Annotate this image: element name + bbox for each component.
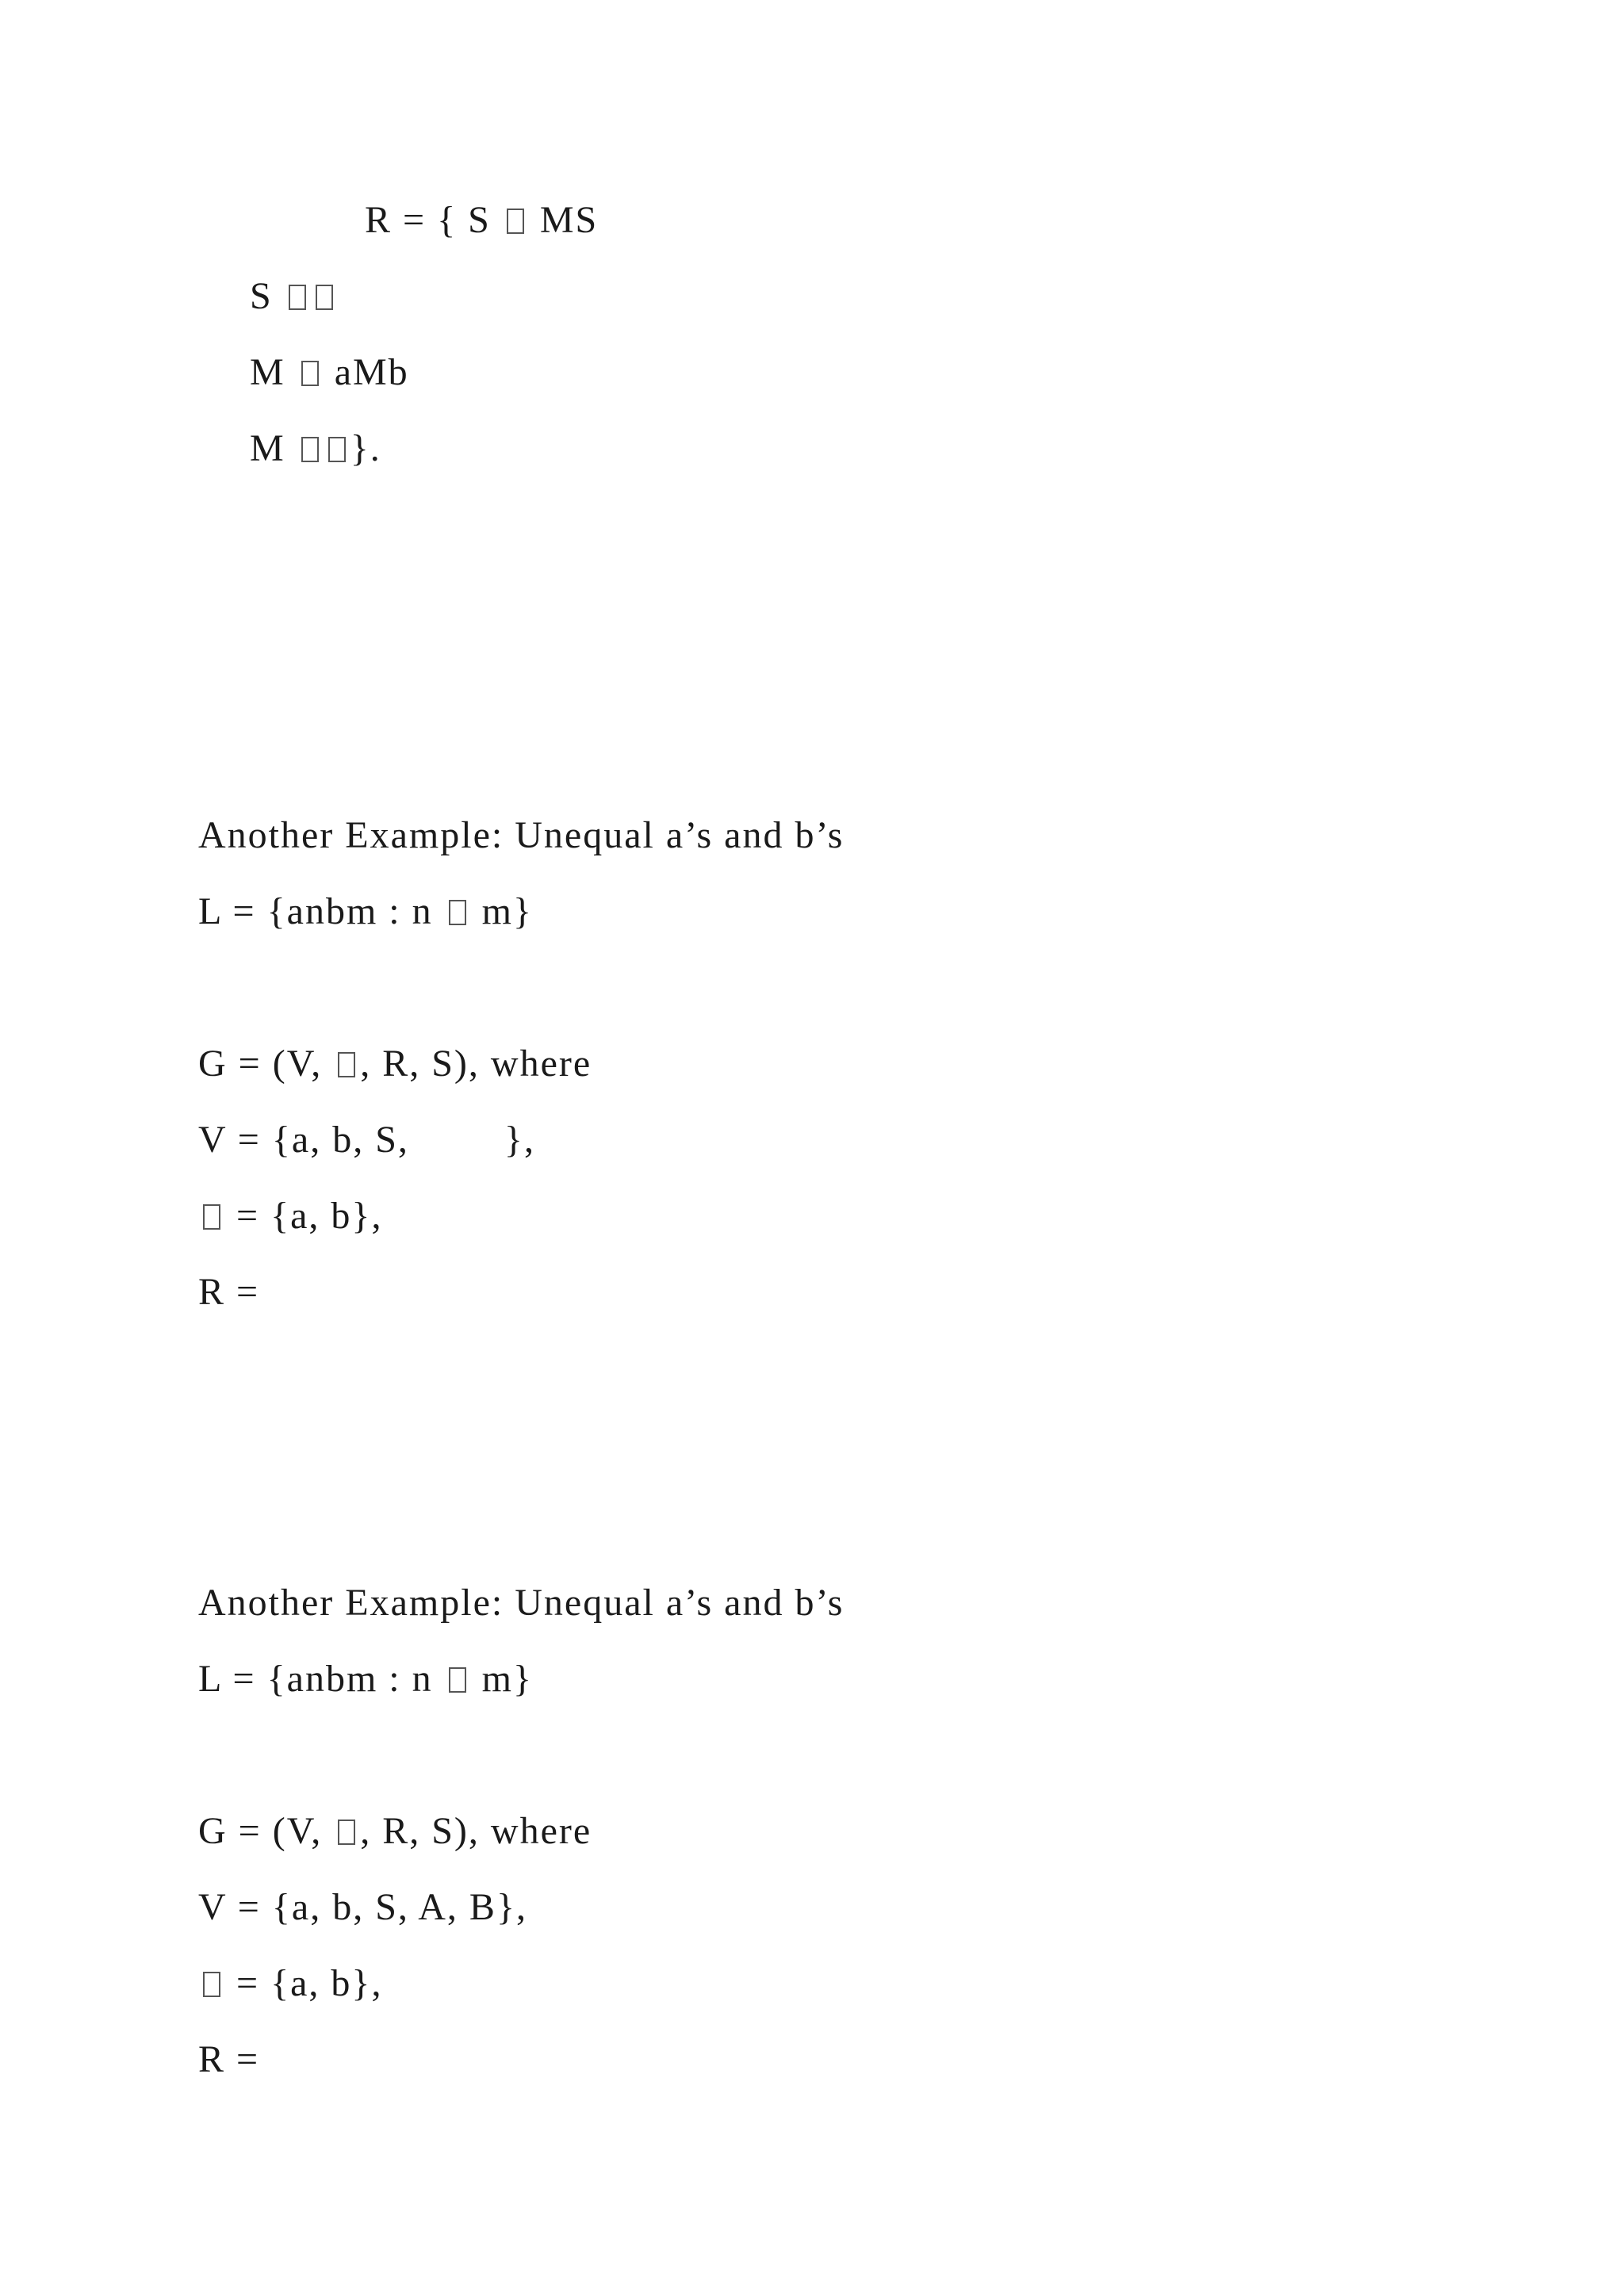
alphabet-definition: = {a, b},: [198, 1960, 382, 2007]
sigma-glyph-icon: [203, 1204, 220, 1230]
variables-definition: V = {a, b, S, },: [198, 1119, 535, 1161]
rule-s-ms: R = { S MS: [365, 199, 599, 241]
alphabet-definition: = {a, b},: [198, 1192, 382, 1240]
sigma-glyph-icon: [338, 1052, 355, 1077]
language-definition: L = {anbm : n m}: [198, 890, 533, 932]
sigma-glyph-icon: [203, 1972, 220, 1997]
example-heading: Another Example: Unequal a’s and b’s: [198, 1582, 845, 1624]
not-equal-glyph-icon: [449, 900, 466, 925]
rule-m-epsilon: M }.: [250, 427, 381, 469]
grammar-definition: G = (V, , R, S), where: [198, 1810, 592, 1852]
rule-s-epsilon: S: [250, 273, 338, 320]
arrow-glyph-icon: [301, 437, 319, 462]
not-equal-glyph-icon: [449, 1667, 466, 1693]
rule-m-amb: M aMb: [250, 351, 409, 393]
arrow-glyph-icon: [301, 361, 319, 386]
variables-definition: V = {a, b, S, A, B},: [198, 1886, 527, 1928]
arrow-glyph-icon: [507, 209, 524, 234]
epsilon-glyph-icon: [316, 285, 333, 310]
epsilon-glyph-icon: [328, 437, 346, 462]
rules-label: R =: [198, 1271, 260, 1313]
sigma-glyph-icon: [338, 1820, 355, 1845]
rules-label: R =: [198, 2038, 260, 2080]
arrow-glyph-icon: [289, 285, 306, 310]
language-definition: L = {anbm : n m}: [198, 1658, 533, 1700]
example-heading: Another Example: Unequal a’s and b’s: [198, 814, 845, 856]
grammar-definition: G = (V, , R, S), where: [198, 1043, 592, 1085]
